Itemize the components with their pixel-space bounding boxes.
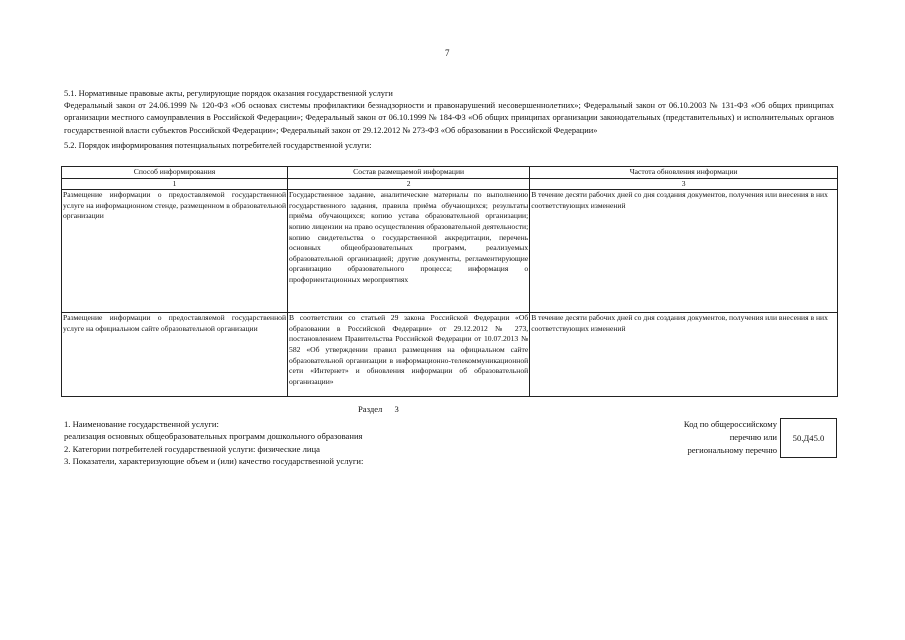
page-number: 7: [445, 48, 450, 58]
column-header: Частота обновления информации: [530, 167, 838, 179]
informing-method: Размещение информации о предоставляемой государственной услуге на официальном сайте образовательной организации: [62, 313, 288, 397]
service-name-label: 1. Наименование государственной услуги:: [64, 419, 219, 429]
section-3-body: [64, 418, 624, 468]
column-number: 1: [62, 178, 288, 190]
table-header-row: [62, 167, 838, 179]
section-5-1-heading: 5.1. Нормативные правовые акты, регулирующие порядок оказания государственной услуги: [64, 89, 393, 98]
column-header: Состав размещаемой информации: [288, 167, 530, 179]
registry-code-label-line: региональному перечню: [687, 445, 777, 455]
section-number: 3: [394, 404, 399, 414]
column-header: Способ информирования: [62, 167, 288, 179]
section-5-1-text: Федеральный закон от 24.06.1999 № 120-ФЗ «Об основах системы профилактики безнадзорности и правонарушений несовершеннолетних»; Федеральный закон от 06.10.2003 № 131-ФЗ «Об общих принципах организации местного самоуправления в Российской Федерации»; Федеральный закон от 06.10.1999 № 184-ФЗ «Об общих принципах организации законодательных (представительных) и исполнительных органов государственной власти субъектов Российской Федерации»; Федеральный закон от 29.12.2012 № 273-ФЗ «Об образовании в Российской Федерации»: [64, 101, 834, 135]
registry-code-label-line: перечню или: [729, 432, 777, 442]
informing-method: Размещение информации о предоставляемой государственной услуге на информационном стенде, размещенном в образовательной организации: [62, 190, 288, 313]
registry-code-label-line: Код по общероссийскому: [683, 419, 777, 429]
indicators-heading: 3. Показатели, характеризующие объем и (или) качество государственной услуги:: [64, 456, 364, 467]
informing-frequency: В течение десяти рабочих дней со дня создания документов, получения или внесения в них соответствующих изменений: [530, 190, 838, 313]
informing-frequency: В течение десяти рабочих дней со дня создания документов, получения или внесения в них соответствующих изменений: [530, 313, 838, 397]
section-title: [358, 404, 399, 414]
section-5-1: [64, 88, 834, 152]
consumer-categories: 2. Категории потребителей государственной услуги: физические лица: [64, 443, 320, 454]
informing-content: Государственное задание, аналитические материалы по выполнению государственного задания, правила приёма обучающихся; результаты приёма обучающихся; копию устава образовательной организации; копию лицензии на право осуществления образовательной деятельности; копию свидетельства о государственной аккредитации, перечень основных общеобразовательных программ, реализуемых образовательной организацией; другие документы, регламентирующие организацию образовательного процесса; информация о профориентационных мероприятиях: [288, 190, 530, 313]
table-row: [62, 313, 838, 397]
section-label: Раздел: [358, 404, 383, 414]
registry-code-box: 50.Д45.0: [780, 418, 837, 458]
registry-code-label: [577, 418, 777, 457]
informing-content: В соответствии со статьей 29 закона Российской Федерации «Об образовании в Российской Федерации» от 29.12.2012 № 273, постановлением Правительства Российской Федерации от 10.07.2013 № 582 «Об утверждении правил размещения на официальном сайте образовательной организации в информационно-телекоммуникационной сети «Интернет» и обновления информации об образовательной организации»: [288, 313, 530, 397]
column-number-row: [62, 178, 838, 190]
service-name-value: реализация основных общеобразовательных программ дошкольного образования: [64, 431, 363, 442]
column-number: 3: [530, 178, 838, 190]
informing-table: [61, 166, 838, 397]
section-5-2-heading: 5.2. Порядок информирования потенциальных потребителей государственной услуги:: [64, 140, 372, 150]
column-number: 2: [288, 178, 530, 190]
table-row: [62, 190, 838, 313]
